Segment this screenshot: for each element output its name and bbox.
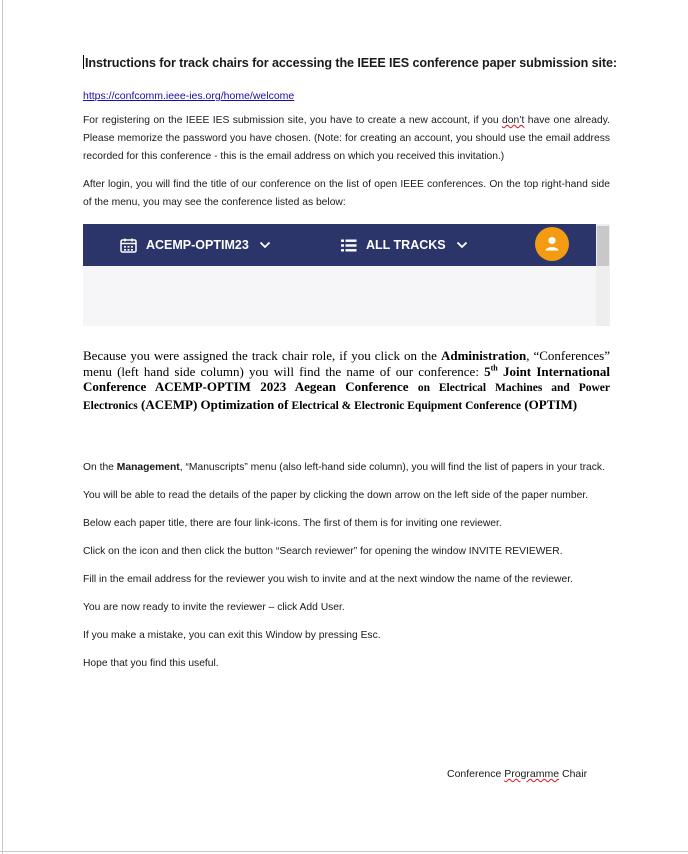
conference-name-c: (ACEMP) Optimization of xyxy=(137,396,292,412)
paragraph-registering xyxy=(83,112,610,166)
conference-selector[interactable] xyxy=(120,224,280,266)
user-icon xyxy=(543,235,561,253)
page-edge-left xyxy=(2,0,3,854)
signature xyxy=(447,768,587,780)
document-title-text: Instructions for track chairs for accessing the IEEE IES conference paper submission site: xyxy=(85,56,618,70)
conference-label: ACEMP-OPTIM23 xyxy=(146,238,249,252)
document-title xyxy=(83,52,618,74)
spellcheck-word: Programme xyxy=(504,768,560,780)
ordinal-suffix: th xyxy=(490,363,498,373)
para3-text-a: On the xyxy=(83,462,117,473)
paragraph-track-chair-role xyxy=(83,348,610,414)
serif-text-a: Because you were assigned the track chair role, if you click on the xyxy=(83,348,441,363)
paragraph-read-details: You will be able to read the details of the paper by clicking the down arrow on the left side of the paper number. xyxy=(83,490,589,501)
conference-name-e: (OPTIM) xyxy=(521,396,578,412)
chevron-down-icon xyxy=(259,241,271,249)
paragraph-closing: Hope that you find this useful. xyxy=(83,658,219,669)
calendar-icon xyxy=(120,238,137,253)
para1-text-b: have one already. Please memorize the password you have chosen. (Note: for creating an account, you should use the email address recorded for this conference - this is the email address on which you received this invitation.) xyxy=(83,115,610,162)
paragraph-add-user: You are now ready to invite the reviewer – click Add User. xyxy=(83,602,345,613)
paragraph-management xyxy=(83,459,610,477)
conference-name-b: on Electrical Machines and Power Electronics xyxy=(83,382,610,412)
conference-name-a: Joint International Conference ACEMP-OPTIM 2023 Aegean Conference xyxy=(83,363,611,394)
tracks-selector[interactable] xyxy=(341,224,477,266)
administration-term: Administration xyxy=(440,348,527,363)
paragraph-link-icons: Below each paper title, there are four link-icons. The first of them is for inviting one reviewer. xyxy=(83,518,502,529)
paragraph-search-reviewer: Click on the icon and then click the button “Search reviewer” for opening the window INVITE REVIEWER. xyxy=(83,546,563,557)
screenshot-content-area xyxy=(83,266,596,326)
paragraph-after-login: After login, you will find the title of our conference on the list of open IEEE conferences. On the top right-hand side of the menu, you may see the conference listed as below: xyxy=(83,179,610,208)
submission-site-link[interactable]: https://confcomm.ieee-ies.org/home/welcome xyxy=(83,90,295,102)
scrollbar-thumb[interactable] xyxy=(597,226,609,266)
text-cursor xyxy=(83,55,84,69)
tracks-label: ALL TRACKS xyxy=(366,238,446,252)
embedded-screenshot xyxy=(83,224,610,327)
document-body xyxy=(83,52,618,673)
paragraph-fill-email: Fill in the email address for the reviewer you wish to invite and at the next window the name of the reviewer. xyxy=(83,574,573,585)
management-term: Management xyxy=(116,462,180,473)
page-edge-bottom xyxy=(0,851,688,852)
signature-text-a: Conference xyxy=(447,768,505,780)
chevron-down-icon xyxy=(456,241,468,249)
user-avatar[interactable] xyxy=(535,227,569,261)
conference-ordinal: 5 xyxy=(484,363,491,379)
conference-name-d: Electrical & Electronic Equipment Conference xyxy=(291,399,522,412)
paragraph-exit-window: If you make a mistake, you can exit this Window by pressing Esc. xyxy=(83,630,381,641)
para3-text-b: , “Manuscripts” menu (also left-hand side column), you will find the list of papers in your track. xyxy=(179,462,605,473)
spellcheck-word: don’t xyxy=(502,115,525,126)
signature-text-b: Chair xyxy=(559,768,588,780)
conference-menu-bar xyxy=(83,224,596,266)
serif-text-b: , “Conferences” menu (left hand side column) you will find the name of our conference: xyxy=(83,348,610,379)
list-icon xyxy=(341,239,357,252)
para1-text-a: For registering on the IEEE IES submission site, you have to create a new account, if you xyxy=(83,115,503,126)
